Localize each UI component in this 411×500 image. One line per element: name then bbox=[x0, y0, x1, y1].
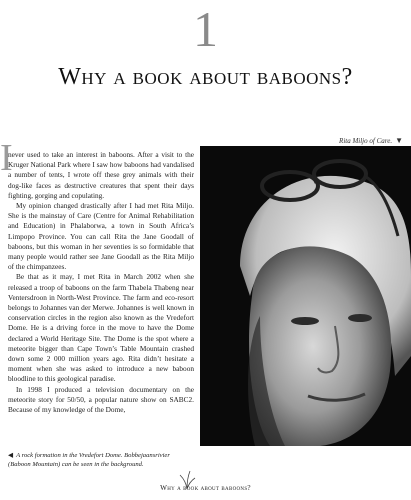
paragraph-3: Be that as it may, I met Rita in March 2002 when she released a troop of baboons on the farm Thabela Thabeng near Ventersdroon in North-West Province. The farm and eco-resort belongs to Johannes van der Merwe. Johannes is well known in conservation circles in the region also known as the Vredefort Dome. He is a driving force in the move to have the Dome declared a World Heritage Site. The Dome is the spot where a meteorite bigger than Cape Town’s Table Mountain crashed down some 2 000 million years ago. Rita didn’t hesitate a moment when she was asked to introduce a new baboon bloodline to this geological paradise. bbox=[8, 272, 194, 384]
photo-caption-top bbox=[339, 136, 403, 145]
chapter-number: 1 bbox=[193, 1, 218, 57]
chapter-title: Why a book about baboons? bbox=[58, 64, 353, 90]
portrait-illustration bbox=[200, 146, 411, 446]
paragraph-2: My opinion changed drastically after I had met Rita Miljo. She is the mainstay of Care (Centre for Animal Rehabilitation and Education) in Phalaborwa, a town in South Africa’s Limpopo Province. You can call Rita the Jane Goodall of baboons, but this woman in her seventies is so formidable that many people would rather see Jane Goodall as the Rita Miljo of the chimpanzees. bbox=[8, 201, 194, 272]
body-text bbox=[8, 150, 194, 415]
down-triangle-icon: ▼ bbox=[395, 136, 403, 145]
photo-caption-top-text: Rita Miljo of Care. bbox=[339, 137, 393, 145]
paragraph-1: never used to take an interest in baboons. After a visit to the Kruger National Park where I saw how baboons had vandalised a number of tents, I wrote off these grey animals with their dog-like faces as destructive creatures that spent their days fighting, gorging and copulating. bbox=[8, 150, 194, 200]
photo-caption-bottom bbox=[8, 452, 194, 469]
photo-caption-bottom-text: A rock formation in the Vredefort Dome. Bobbejaansrivier (Baboon Mountain) can be seen in the background. bbox=[8, 452, 170, 468]
drop-cap: I bbox=[0, 137, 13, 179]
running-footer: Why a book about baboons? bbox=[160, 484, 251, 492]
paragraph-4: In 1998 I produced a television documentary on the meteorite story for 50/50, a popular nature show on SABC2. Because of my knowledge of the Dome, bbox=[8, 384, 194, 415]
left-triangle-icon: ◀ bbox=[8, 452, 14, 459]
portrait-photo bbox=[200, 146, 411, 446]
